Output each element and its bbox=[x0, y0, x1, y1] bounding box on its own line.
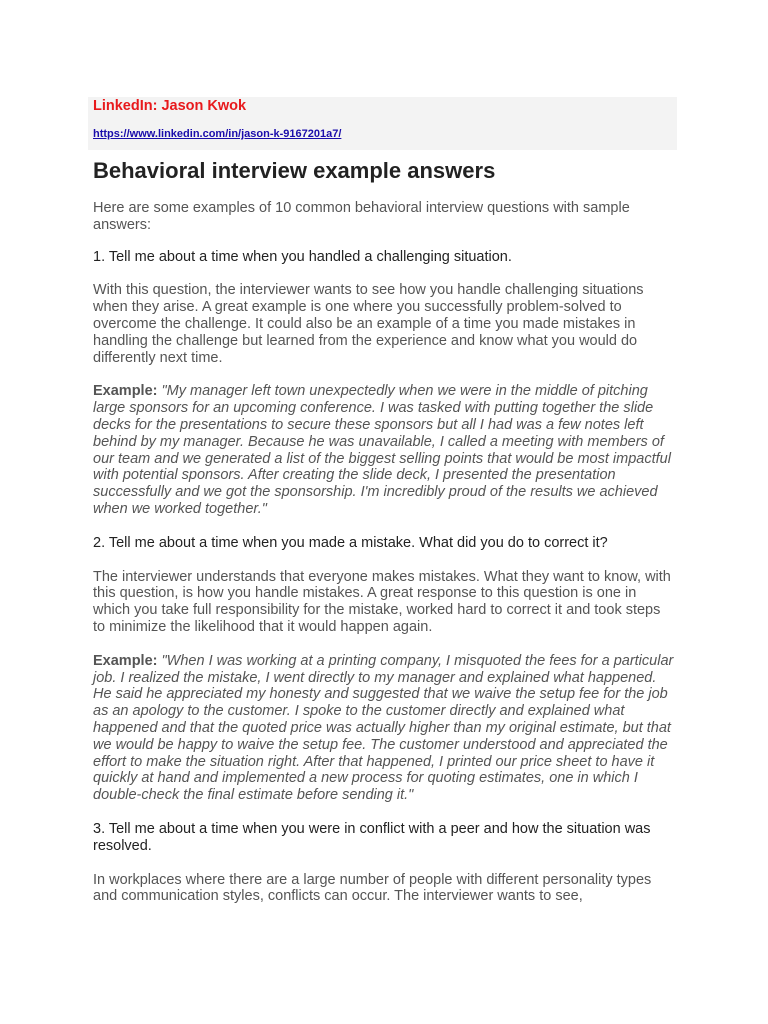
article-body bbox=[93, 200, 676, 922]
explanation-3: In workplaces where there are a large number of people with different personality types and communication styles, conflicts can occur. The interviewer wants to see, bbox=[93, 871, 652, 905]
question-2: 2. Tell me about a time when you made a mistake. What did you do to correct it? bbox=[93, 534, 608, 551]
example-label: Example: bbox=[93, 652, 158, 669]
intro-paragraph: Here are some examples of 10 common behavioral interview questions with sample answers: bbox=[93, 200, 630, 233]
explanation-1: With this question, the interviewer wants to see how you handle challenging situations when they arise. A great example is one where you successfully problem-solved to overcome the challenge. It could also be an example of a time you made mistakes in handling the challenge but learned from the experience and know what you would do differently next time. bbox=[93, 282, 644, 366]
question-1: 1. Tell me about a time when you handled a challenging situation. bbox=[93, 248, 512, 265]
example-1 bbox=[93, 383, 676, 517]
question-3: 3. Tell me about a time when you were in conflict with a peer and how the situation was resolved. bbox=[93, 820, 651, 854]
linkedin-profile-link[interactable]: https://www.linkedin.com/in/jason-k-9167201a7/ bbox=[93, 128, 342, 140]
example-2 bbox=[93, 653, 676, 804]
article-title: Behavioral interview example answers bbox=[93, 158, 496, 183]
example-answer-text: "My manager left town unexpectedly when we were in the middle of pitching large sponsors for an upcoming conference. I was tasked with putting together the slide decks for the presentations to secure these sponsors but all I had was a few notes left behind by my manager. Because he was unavailable, I called a meeting with members of our team and we generated a list of the biggest selling points that would be most impactful with potential sponsors. After creating the slide deck, I presented the presentation successfully and we got the sponsorship. I'm incredibly proud of the results we achieved when we worked together." bbox=[93, 383, 671, 517]
example-answer-text: "When I was working at a printing company, I misquoted the fees for a particular job. I realized the mistake, I went directly to my manager and explained what happened. He said he appreciated my honesty and suggested that we waive the setup fee for the job as an apology to the customer. I spoke to the customer directly and explained what happened and that the quoted price was actually higher than my original estimate, but that we would be happy to waive the setup fee. The customer understood and appreciated the effort to make the situation right. After that happened, I printed our price sheet to have it quickly at hand and implemented a new process for quoting estimates, one in which I double-check the final estimate before sending it." bbox=[93, 652, 674, 804]
example-label: Example: bbox=[93, 383, 158, 400]
author-name: LinkedIn: Jason Kwok bbox=[93, 98, 247, 114]
explanation-2: The interviewer understands that everyone makes mistakes. What they want to know, with this question, is how you handle mistakes. A great response to this question is one in which you take full responsibility for the mistake, worked hard to correct it and took steps to minimize the likelihood that it would happen again. bbox=[93, 568, 671, 635]
